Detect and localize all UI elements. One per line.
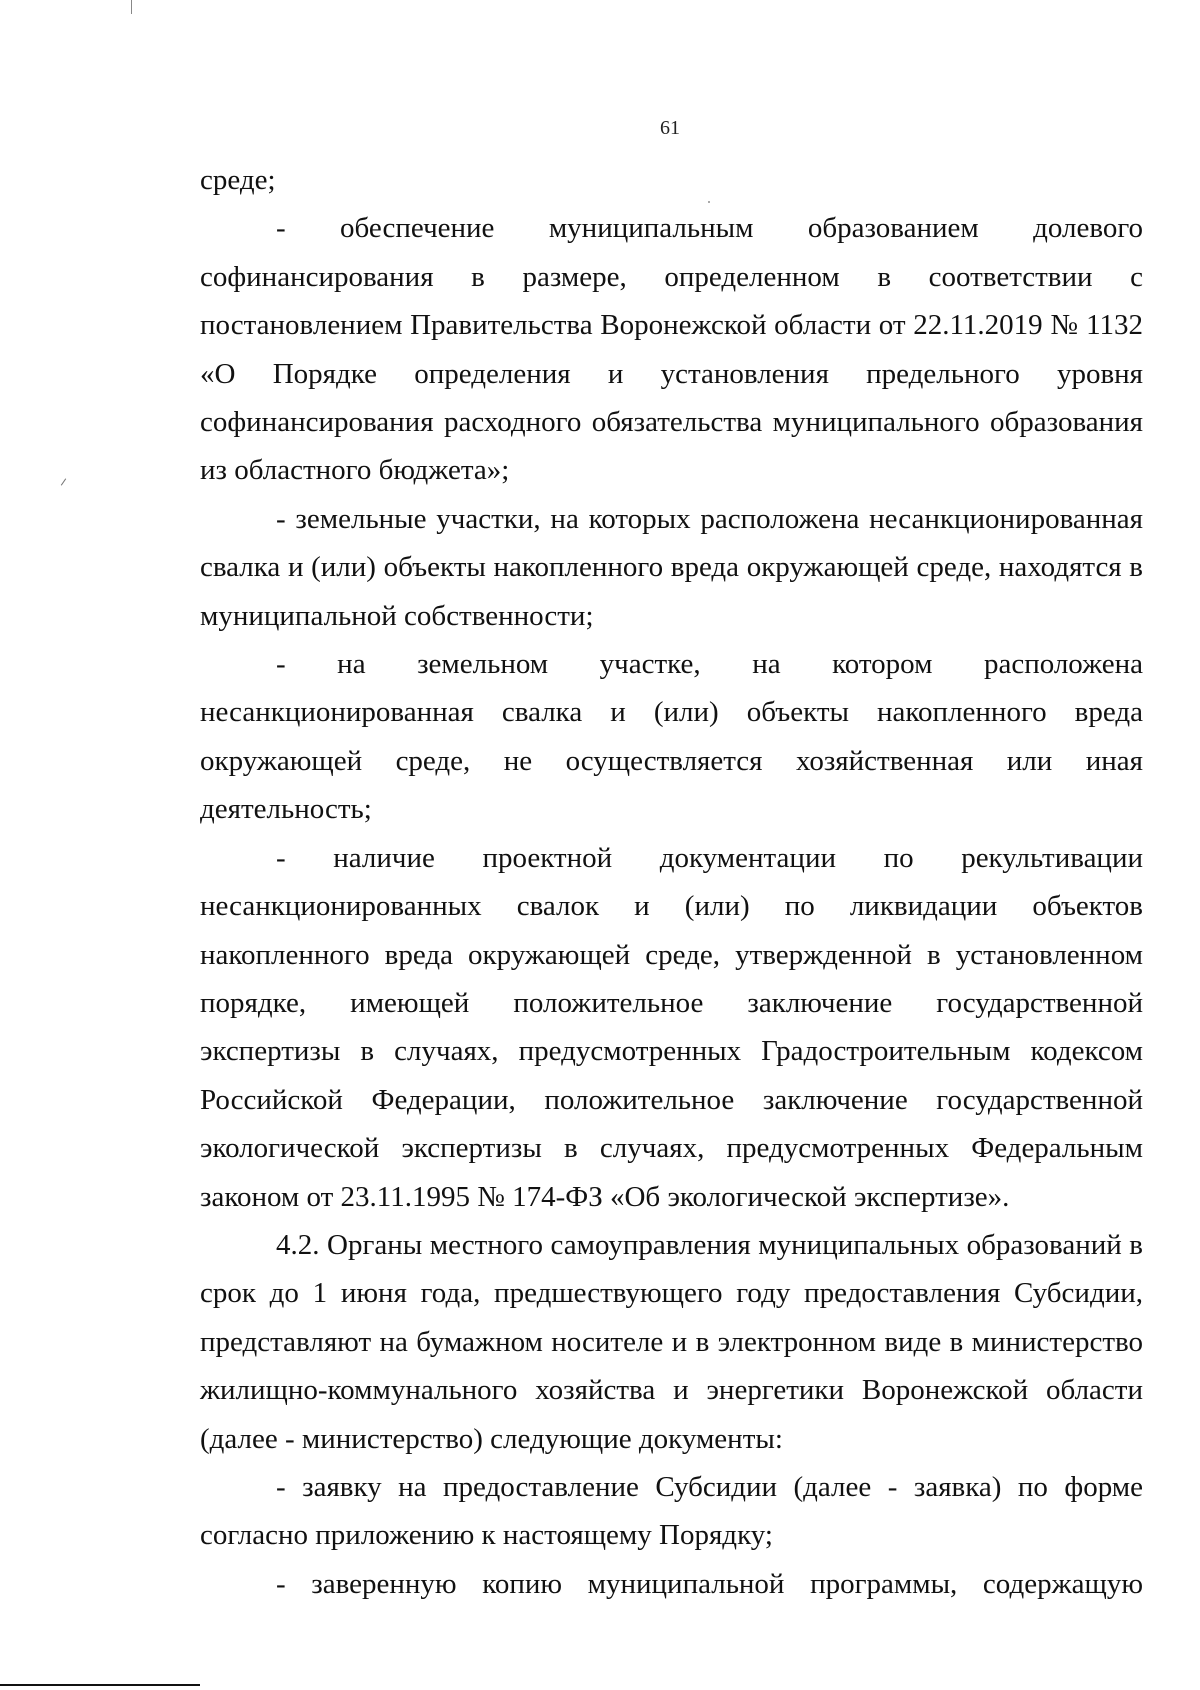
paragraph: - заверенную копию муниципальной программы, содержащую (276, 1567, 1143, 1600)
scan-mark (61, 478, 66, 485)
paragraph: - земельные участки, на которых расположена несанкционированная свалка и (или) объекты накопленного вреда окружающей среде, находятся в муниципальной собственности; (200, 502, 1143, 632)
paragraph: - наличие проектной документации по рекультивации несанкционированных свалок и (или) по ликвидации объектов накопленного вреда окружающей среде, утвержденной в установленном порядке, имеющей положительное заключение государственной экспертизы в случаях, предусмотренных Градостроительным кодексом Российской Федерации, положительное заключение государственной экологической экспертизы в случаях, предусмотренных Федеральным законом от 23.11.1995 № 174-ФЗ «Об экологической экспертизе». (200, 841, 1143, 1213)
paragraph: среде; (200, 164, 276, 196)
paragraph: - обеспечение муниципальным образованием долевого софинансирования в размере, определенном в соответствии с постановлением Правительства Воронежской области от 22.11.2019 № 1132 «О Порядке определения и установления предельного уровня софинансирования расходного обязательства муниципального образования из областного бюджета»; (200, 212, 1143, 487)
scan-mark (131, 0, 132, 14)
document-body (200, 156, 1143, 1608)
page-number: 61 (660, 117, 680, 139)
paragraph: 4.2. Органы местного самоуправления муниципальных образований в срок до 1 июня года, предшествующего году предоставления Субсидии, представляют на бумажном носителе и в электронном виде в министерство жилищно-коммунального хозяйства и энергетики Воронежской области (далее - министерство) следующие документы: (200, 1228, 1143, 1455)
paragraph: - заявку на предоставление Субсидии (далее - заявка) по форме согласно приложению к настоящему Порядку; (200, 1470, 1143, 1552)
footnote-rule (0, 1684, 200, 1686)
paragraph: - на земельном участке, на котором расположена несанкционированная свалка и (или) объекты накопленного вреда окружающей среде, не осуществляется хозяйственная или иная деятельность; (200, 648, 1143, 826)
